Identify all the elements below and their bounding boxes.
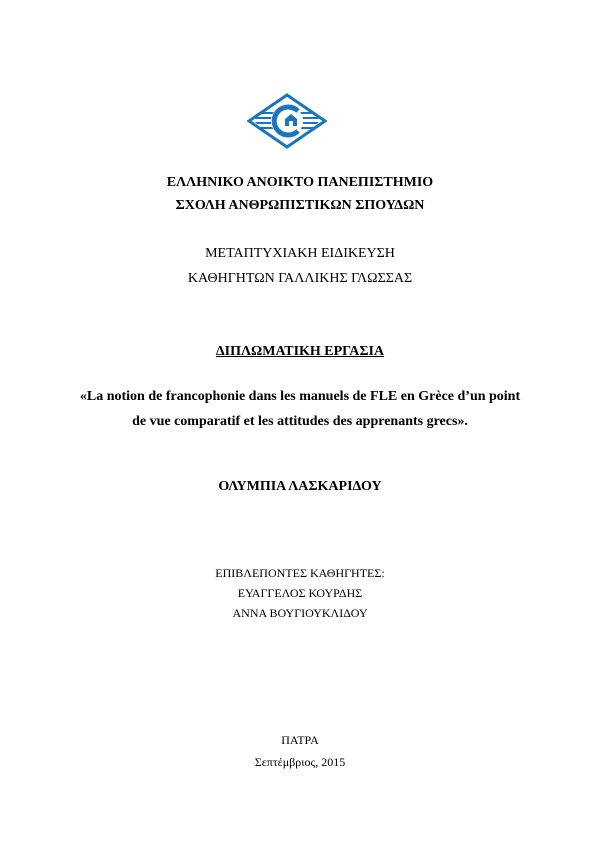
program-line-1: ΜΕΤΑΠΤΥΧΙΑΚΗ ΕΙΔΙΚΕΥΣΗ (205, 246, 395, 261)
document-type (0, 344, 600, 360)
document-type-text: ΔΙΠΛΩΜΑΤΙΚΗ ΕΡΓΑΣΙΑ (215, 344, 385, 359)
supervisor-name: ΕΥΑΓΓΕΛΟΣ ΚΟΥΡΔΗΣ (237, 586, 363, 600)
author-name: ΟΛΥΜΠΙΑ ΛΑΣΚΑΡΙΔΟΥ (218, 479, 382, 494)
place: ΠΑΤΡΑ (281, 733, 319, 747)
university-name: ΕΛΛΗΝΙΚΟ ΑΝΟΙΚΤΟ ΠΑΝΕΠΙΣΤΗΜΙΟ (166, 175, 434, 190)
program-line-2: ΚΑΘΗΓΗΤΩΝ ΓΑΛΛΙΚΗΣ ΓΛΩΣΣΑΣ (187, 271, 413, 286)
supervisors-label: ΕΠΙΒΛΕΠΟΝΤΕΣ ΚΑΘΗΓΗΤΕΣ: (215, 566, 385, 580)
thesis-title-line-2: de vue comparatif et les attitudes des apprenants grecs». (132, 414, 468, 429)
thesis-title-line-1: «La notion de francophonie dans les manuels de FLE en Grèce d’un point (79, 389, 521, 404)
school-name: ΣΧΟΛΗ ΑΝΘΡΩΠΙΣΤΙΚΩΝ ΣΠΟΥΔΩΝ (175, 198, 425, 213)
university-logo (247, 93, 327, 149)
date: Σεπτέμβριος, 2015 (254, 755, 346, 769)
supervisor-name: ΑΝΝΑ ΒΟΥΓΙΟΥΚΛΙΔΟΥ (232, 606, 368, 620)
